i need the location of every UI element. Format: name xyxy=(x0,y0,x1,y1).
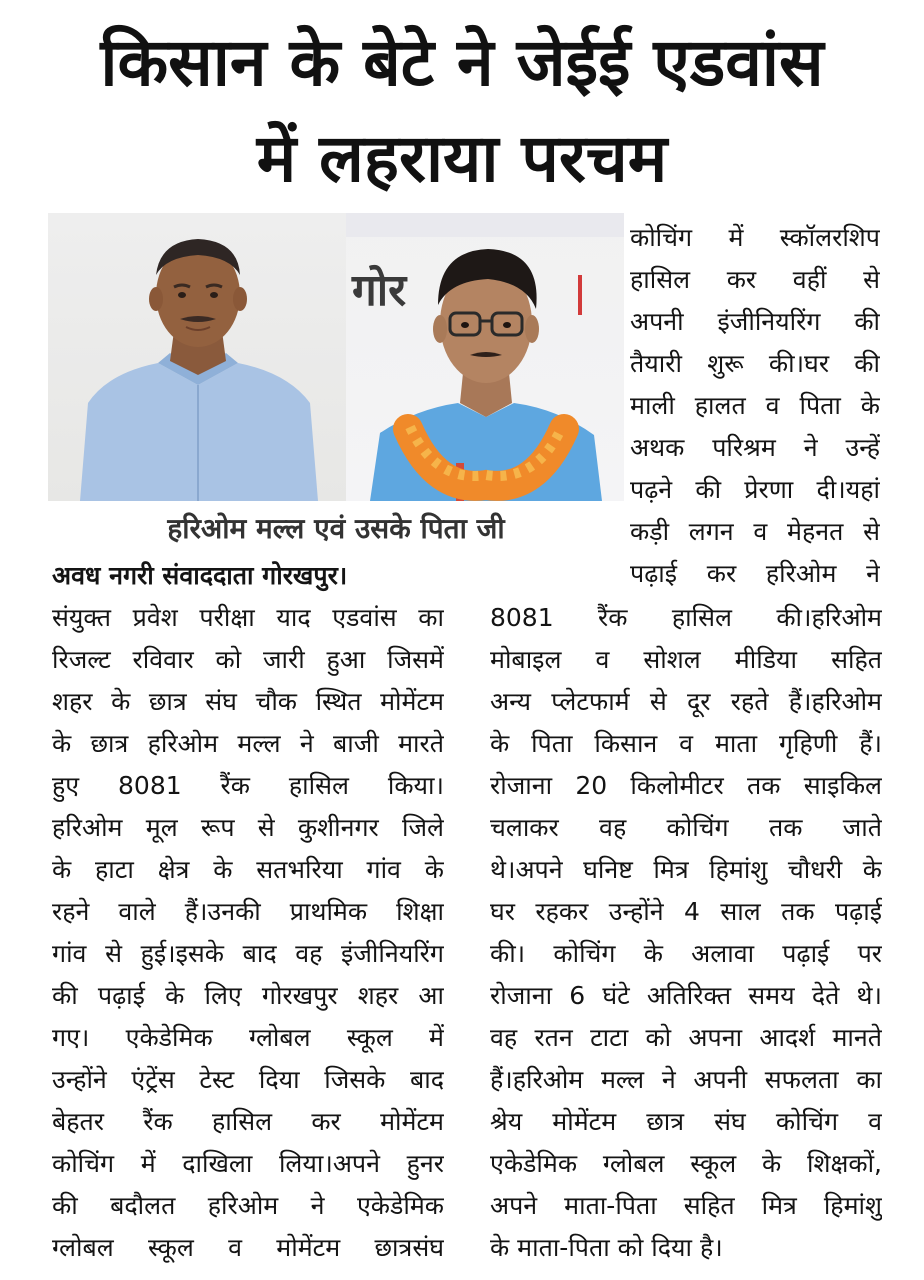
son-photo xyxy=(346,213,624,501)
article-line: पढ़ाई कर हरिओम ने xyxy=(630,559,880,588)
article-line: रिजल्ट रविवार को जारी हुआ जिसमें xyxy=(52,645,444,674)
headline-line-1: किसान के बेटे ने जेईई एडवांस xyxy=(100,24,824,101)
article-line: की। कोचिंग के अलावा पढ़ाई पर xyxy=(490,939,882,968)
article-column-3 xyxy=(490,597,882,1269)
article-line: अन्य प्लेटफार्म से दूर रहते हैं।हरिओम xyxy=(490,687,882,716)
article-line: कोचिंग में दाखिला लिया।अपने हुनर xyxy=(52,1149,444,1178)
article-line: मोबाइल व सोशल मीडिया सहित xyxy=(490,645,882,674)
article-line: कोचिंग में स्कॉलरशिप xyxy=(630,223,880,252)
son-illustration xyxy=(346,213,624,501)
article-line: हैं।हरिओम मल्ल ने अपनी सफलता का xyxy=(490,1065,882,1094)
photo-caption: हरिओम मल्ल एवं उसके पिता जी xyxy=(167,512,505,545)
article-line: गांव से हुई।इसके बाद वह इंजीनियरिंग xyxy=(52,939,444,968)
article-line: के पिता किसान व माता गृहिणी हैं। xyxy=(490,729,882,758)
article-line: वह रतन टाटा को अपना आदर्श मानते xyxy=(490,1023,882,1052)
article-line: की बदौलत हरिओम ने एकेडेमिक xyxy=(52,1191,444,1220)
article-line: पढ़ने की प्रेरणा दी।यहां xyxy=(630,475,880,504)
article-line: गए। एकेडेमिक ग्लोबल स्कूल में xyxy=(52,1023,444,1052)
article-line: ग्लोबल स्कूल व मोमेंटम छात्रसंघ xyxy=(52,1233,444,1262)
article-line: कड़ी लगन व मेहनत से xyxy=(630,517,880,546)
banner-text: गोर xyxy=(352,265,407,316)
article-line: घर रहकर उन्होंने 4 साल तक पढ़ाई xyxy=(490,897,882,926)
article-column-1 xyxy=(52,555,444,1269)
byline: अवध नगरी संवाददाता गोरखपुर। xyxy=(52,561,348,590)
article-line: हुए 8081 रैंक हासिल किया। xyxy=(52,771,444,800)
article-line: तैयारी शुरू की।घर की xyxy=(630,349,880,378)
article-line: के माता-पिता को दिया है। xyxy=(490,1233,723,1262)
headline-line-2: में लहराया परचम xyxy=(256,120,668,197)
article-line: उन्होंने एंट्रेंस टेस्ट दिया जिसके बाद xyxy=(52,1065,444,1094)
article-line: रोजाना 6 घंटे अतिरिक्त समय देते थे। xyxy=(490,981,882,1010)
article-line: रोजाना 20 किलोमीटर तक साइकिल xyxy=(490,771,882,800)
article-line: की पढ़ाई के लिए गोरखपुर शहर आ xyxy=(52,981,444,1010)
article-line: के हाटा क्षेत्र के सतभरिया गांव के xyxy=(52,855,444,884)
article-line: के छात्र हरिओम मल्ल ने बाजी मारते xyxy=(52,729,444,758)
article-line: माली हालत व पिता के xyxy=(630,391,880,420)
article-line: थे।अपने घनिष्ट मित्र हिमांशु चौधरी के xyxy=(490,855,882,884)
article-line: श्रेय मोमेंटम छात्र संघ कोचिंग व xyxy=(490,1107,882,1136)
article-line: रहने वाले हैं।उनकी प्राथमिक शिक्षा xyxy=(52,897,444,926)
article-line: 8081 रैंक हासिल की।हरिओम xyxy=(490,603,882,632)
article-line: अपने माता-पिता सहित मित्र हिमांशु xyxy=(490,1191,882,1220)
father-illustration xyxy=(48,213,346,501)
father-photo xyxy=(48,213,346,501)
article-line: हासिल कर वहीं से xyxy=(630,265,880,294)
article-line: अथक परिश्रम ने उन्हें xyxy=(630,433,880,462)
article-line: चलाकर वह कोचिंग तक जाते xyxy=(490,813,882,842)
article-line: संयुक्त प्रवेश परीक्षा याद एडवांस का xyxy=(52,603,444,632)
article-line: हरिओम मूल रूप से कुशीनगर जिले xyxy=(52,813,444,842)
article-line: बेहतर रैंक हासिल कर मोमेंटम xyxy=(52,1107,444,1136)
article-line: एकेडेमिक ग्लोबल स्कूल के शिक्षकों, xyxy=(490,1149,882,1178)
article-line: शहर के छात्र संघ चौक स्थित मोमेंटम xyxy=(52,687,444,716)
article-line: अपनी इंजीनियरिंग की xyxy=(630,307,880,336)
article-column-2 xyxy=(630,217,880,595)
